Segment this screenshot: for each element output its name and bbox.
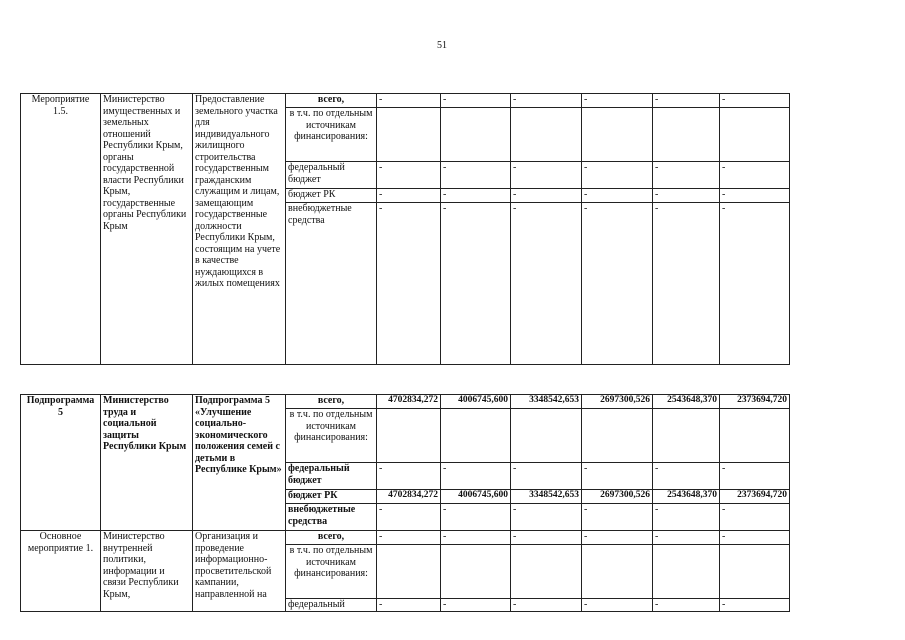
funding-source-label: в т.ч. по отдельным источникам финансирования: bbox=[286, 409, 377, 463]
value-cell: - bbox=[377, 162, 441, 189]
value-cell bbox=[653, 108, 720, 162]
value-cell: 4006745,600 bbox=[441, 490, 511, 504]
main-activity-code-cell: Основное мероприятие 1. bbox=[21, 531, 101, 612]
value-cell: - bbox=[511, 94, 582, 108]
value-cell bbox=[441, 545, 511, 599]
value-cell: - bbox=[720, 203, 790, 365]
funding-source-label: в т.ч. по отдельным источникам финансирования: bbox=[286, 545, 377, 599]
value-cell: - bbox=[511, 531, 582, 545]
value-cell: - bbox=[720, 531, 790, 545]
activity-code-cell: Мероприятие 1.5. bbox=[21, 94, 101, 365]
funding-source-label: бюджет РК bbox=[286, 189, 377, 203]
value-cell bbox=[720, 545, 790, 599]
value-cell: 3348542,653 bbox=[511, 395, 582, 409]
value-cell: 4006745,600 bbox=[441, 395, 511, 409]
value-cell: - bbox=[441, 504, 511, 531]
value-cell: - bbox=[653, 94, 720, 108]
value-cell: 4702834,272 bbox=[377, 395, 441, 409]
value-cell: 3348542,653 bbox=[511, 490, 582, 504]
value-cell: 2373694,720 bbox=[720, 490, 790, 504]
page-number: 51 bbox=[437, 40, 447, 51]
value-cell: - bbox=[377, 189, 441, 203]
value-cell: - bbox=[377, 463, 441, 490]
value-cell bbox=[377, 108, 441, 162]
value-cell: - bbox=[377, 504, 441, 531]
funding-source-label: в т.ч. по отдельным источникам финансирования: bbox=[286, 108, 377, 162]
value-cell bbox=[653, 545, 720, 599]
value-cell: - bbox=[653, 189, 720, 203]
subprogram-code-cell: Подпрограмма 5 bbox=[21, 395, 101, 531]
value-cell: - bbox=[653, 504, 720, 531]
value-cell: - bbox=[720, 463, 790, 490]
activity-name-cell: Предоставление земельного участка для индивидуального жилищного строительства государственным гражданским служащим и лицам, замещающим государственные должности Республики Крым, состоящим на учете в качестве нуждающихся в жилых помещениях bbox=[193, 94, 286, 365]
executor-cell: Министерство внутренней политики, информации и связи Республики Крым, bbox=[101, 531, 193, 612]
value-cell bbox=[582, 409, 653, 463]
activity-name-cell: Организация и проведение информационно-просветительской кампании, направленной на bbox=[193, 531, 286, 612]
value-cell: - bbox=[582, 463, 653, 490]
value-cell: - bbox=[511, 162, 582, 189]
value-cell: - bbox=[720, 162, 790, 189]
value-cell: 2543648,370 bbox=[653, 490, 720, 504]
value-cell: - bbox=[653, 203, 720, 365]
value-cell: - bbox=[720, 94, 790, 108]
executor-cell: Министерство имущественных и земельных отношений Республики Крым, органы государственной власти Республики Крым, государственные органы Республики Крым bbox=[101, 94, 193, 365]
funding-source-label: всего, bbox=[286, 395, 377, 409]
value-cell: 2543648,370 bbox=[653, 395, 720, 409]
value-cell bbox=[582, 108, 653, 162]
value-cell: - bbox=[511, 463, 582, 490]
funding-source-label: внебюджетные средства bbox=[286, 203, 377, 365]
value-cell: - bbox=[720, 189, 790, 203]
executor-cell: Министерство труда и социальной защиты Республики Крым bbox=[101, 395, 193, 531]
funding-source-label: всего, bbox=[286, 531, 377, 545]
value-cell: - bbox=[377, 531, 441, 545]
value-cell: - bbox=[511, 504, 582, 531]
value-cell bbox=[441, 108, 511, 162]
funding-source-label: федеральный бюджет bbox=[286, 162, 377, 189]
value-cell: - bbox=[653, 599, 720, 612]
activity-1-5-table bbox=[20, 93, 790, 365]
value-cell bbox=[377, 409, 441, 463]
value-cell: - bbox=[441, 463, 511, 490]
subprogram-name-cell: Подпрограмма 5 «Улучшение социально-экономического положения семей с детьми в Республике Крым» bbox=[193, 395, 286, 531]
value-cell: - bbox=[582, 94, 653, 108]
value-cell: - bbox=[511, 599, 582, 612]
value-cell bbox=[511, 108, 582, 162]
value-cell: - bbox=[582, 531, 653, 545]
value-cell: - bbox=[720, 504, 790, 531]
value-cell: - bbox=[441, 599, 511, 612]
value-cell: - bbox=[441, 94, 511, 108]
value-cell: 2697300,526 bbox=[582, 395, 653, 409]
value-cell bbox=[653, 409, 720, 463]
funding-source-label: федеральный бюджет bbox=[286, 463, 377, 490]
value-cell: 2697300,526 bbox=[582, 490, 653, 504]
value-cell: - bbox=[511, 189, 582, 203]
value-cell: - bbox=[653, 162, 720, 189]
funding-source-label: всего, bbox=[286, 94, 377, 108]
value-cell: 2373694,720 bbox=[720, 395, 790, 409]
value-cell bbox=[377, 545, 441, 599]
value-cell: - bbox=[582, 599, 653, 612]
value-cell: - bbox=[582, 189, 653, 203]
value-cell: - bbox=[720, 599, 790, 612]
value-cell: - bbox=[377, 94, 441, 108]
value-cell: - bbox=[582, 162, 653, 189]
funding-source-label: бюджет РК bbox=[286, 490, 377, 504]
value-cell: - bbox=[653, 463, 720, 490]
value-cell: - bbox=[511, 203, 582, 365]
value-cell bbox=[441, 409, 511, 463]
value-cell bbox=[720, 409, 790, 463]
value-cell bbox=[511, 545, 582, 599]
value-cell: - bbox=[441, 531, 511, 545]
value-cell bbox=[582, 545, 653, 599]
value-cell: 4702834,272 bbox=[377, 490, 441, 504]
value-cell: - bbox=[441, 162, 511, 189]
funding-source-label: федеральный bbox=[286, 599, 377, 612]
value-cell bbox=[511, 409, 582, 463]
value-cell: - bbox=[441, 189, 511, 203]
subprogram-5-table bbox=[20, 394, 790, 612]
value-cell: - bbox=[377, 203, 441, 365]
value-cell bbox=[720, 108, 790, 162]
value-cell: - bbox=[653, 531, 720, 545]
value-cell: - bbox=[441, 203, 511, 365]
value-cell: - bbox=[582, 203, 653, 365]
funding-source-label: внебюджетные средства bbox=[286, 504, 377, 531]
value-cell: - bbox=[582, 504, 653, 531]
value-cell: - bbox=[377, 599, 441, 612]
